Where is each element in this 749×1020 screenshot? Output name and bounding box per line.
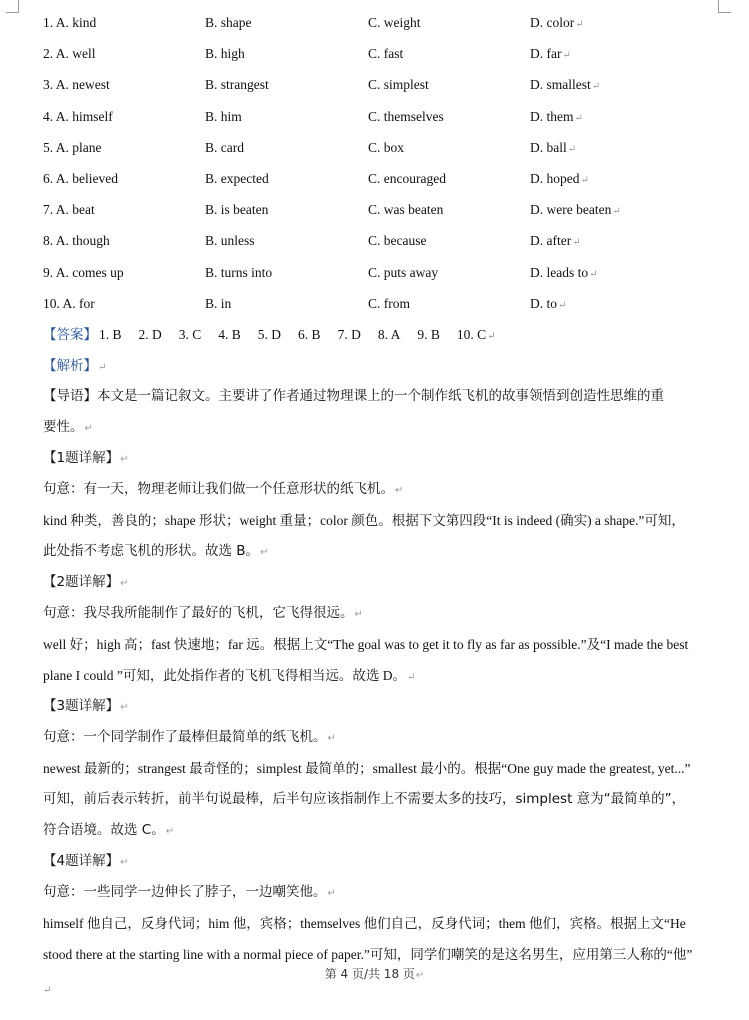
options-list — [43, 7, 723, 319]
option-a: 1. A. kind — [43, 15, 97, 30]
answer-item: 10. C — [456, 327, 487, 342]
paragraph-mark-icon: ↵ — [591, 81, 601, 93]
paragraph-mark-icon: ↵ — [558, 299, 567, 311]
option-a: 5. A. plane — [43, 139, 102, 155]
page-number-footer: 第 4 页/共 18 页 — [324, 967, 415, 981]
option-b: B. card — [205, 139, 244, 155]
explanation-line: plane I could ”可知，此处指作者的飞机飞得相当远。故选 D。 — [43, 668, 406, 683]
option-row-1 — [43, 7, 723, 38]
option-row-9 — [43, 257, 723, 288]
option-b: B. strangest — [205, 77, 269, 93]
option-a: 9. A. comes up — [43, 264, 124, 280]
paragraph-mark-icon: ↵ — [120, 578, 129, 589]
option-c: C. fast — [368, 46, 404, 62]
paragraph-mark-icon: ↵ — [120, 702, 129, 713]
option-b: B. is beaten — [205, 202, 269, 218]
answer-item: 2. D — [138, 327, 162, 342]
option-c: C. encouraged — [368, 170, 446, 186]
option-b: B. shape — [205, 15, 252, 30]
option-a: 2. A. well — [43, 46, 96, 62]
sentence-meaning: 句意：一些同学一边伸长了脖子，一边嘲笑他。 — [43, 884, 327, 900]
paragraph-mark-icon: ↵ — [575, 19, 584, 30]
paragraph-mark-icon: ↵ — [567, 143, 577, 155]
option-c: C. from — [368, 295, 410, 311]
analysis-body — [43, 350, 703, 970]
answer-row — [43, 319, 496, 350]
option-c: C. box — [368, 139, 405, 155]
question-heading: 【1题详解】 — [43, 450, 120, 466]
explanation-line: himself 他自己，反身代词；him 他，宾格；themselves 他们自己，反身代词；them 他们，宾格。根据上文“He — [43, 916, 686, 931]
option-c: C. simplest — [368, 77, 429, 93]
answer-item: 1. B — [99, 327, 122, 342]
option-b: B. in — [205, 295, 232, 311]
explanation-line: kind 种类，善良的；shape 形状；weight 重量；color 颜色。根据下文第四段“It is indeed (确实) a shape.”可知， — [43, 513, 685, 528]
answer-item: 4. B — [218, 327, 241, 342]
option-row-10 — [43, 288, 723, 319]
option-a: 7. A. beat — [43, 202, 95, 218]
paragraph-mark-icon: ↵ — [327, 888, 336, 899]
paragraph-mark-icon: ↵ — [120, 454, 129, 465]
paragraph-mark-icon: ↵ — [165, 826, 175, 837]
paragraph-mark-icon: ↵ — [354, 609, 363, 620]
explanation-line: 可知，前后表示转折，前半句说最棒，后半句应该指制作上不需要太多的技巧，simplest 意为“最简单的”， — [43, 791, 686, 807]
paragraph-mark-icon: ↵ — [580, 174, 589, 186]
explanation-line: newest 最新的；strangest 最奇怪的；simplest 最简单的；smallest 最小的。根据“One guy made the greatest, yet...” — [43, 761, 691, 776]
option-d: D. leads to — [530, 264, 589, 280]
option-b: B. expected — [205, 170, 269, 186]
paragraph-mark-icon: ↵ — [562, 50, 571, 62]
sentence-meaning: 句意：有一天，物理老师让我们做一个任意形状的纸飞机。 — [43, 481, 394, 497]
option-row-5 — [43, 132, 723, 163]
option-row-3 — [43, 69, 723, 100]
option-b: B. unless — [205, 233, 255, 249]
paragraph-mark-icon: ↵ — [487, 331, 496, 342]
intro-line: 要性。 — [43, 419, 84, 435]
explanation-line: 此处指不考虑飞机的形状。故选 B。 — [43, 543, 260, 559]
answer-item: 3. C — [178, 327, 202, 342]
option-c: C. weight — [368, 15, 421, 30]
paragraph-mark-icon: ↵ — [406, 672, 416, 683]
option-a: 3. A. newest — [43, 77, 110, 93]
option-d: D. smallest — [530, 77, 591, 93]
question-heading: 【4题详解】 — [43, 853, 120, 869]
option-row-8 — [43, 225, 723, 256]
option-b: B. high — [205, 46, 245, 62]
answer-item: 9. B — [417, 327, 440, 342]
paragraph-mark-icon: ↵ — [327, 733, 336, 744]
option-d: D. to — [530, 295, 557, 311]
intro-line: 【导语】本文是一篇记叙文。主要讲了作者通过物理课上的一个制作纸飞机的故事领悟到创造性思维的重 — [43, 388, 664, 404]
option-c: C. themselves — [368, 108, 444, 124]
option-d: D. hoped — [530, 170, 580, 186]
option-b: B. turns into — [205, 264, 273, 280]
question-heading: 【3题详解】 — [43, 698, 120, 714]
option-d: D. after — [530, 233, 572, 249]
explanation-line: well 好；high 高；fast 快速地；far 远。根据上文“The goal was to get it to fly as far as possible.”及“I made the best — [43, 637, 689, 652]
option-row-6 — [43, 163, 723, 194]
paragraph-mark-icon: ↵ — [120, 857, 129, 868]
paragraph-mark-icon: ↵ — [589, 268, 598, 280]
option-a: 8. A. though — [43, 233, 110, 249]
question-heading: 【2题详解】 — [43, 574, 120, 590]
option-d: D. far — [530, 46, 562, 62]
paragraph-mark-icon: ↵ — [43, 985, 52, 996]
option-a: 10. A. for — [43, 295, 95, 311]
option-a: 4. A. himself — [43, 108, 113, 124]
answer-item: 8. A — [377, 327, 401, 342]
option-d: D. color — [530, 15, 575, 30]
paragraph-mark-icon: ↵ — [395, 485, 404, 496]
option-c: C. was beaten — [368, 202, 444, 218]
paragraph-mark-icon: ↵ — [260, 547, 269, 558]
paragraph-mark-icon: ↵ — [98, 362, 107, 373]
option-d: D. them — [530, 108, 574, 124]
option-a: 6. A. believed — [43, 170, 118, 186]
answer-item: 7. D — [337, 327, 361, 342]
paragraph-mark-icon: ↵ — [612, 206, 621, 218]
page-corner-mark-left — [6, 0, 19, 13]
sentence-meaning: 句意：一个同学制作了最棒但最简单的纸飞机。 — [43, 729, 327, 745]
analysis-label: 【解析】 — [43, 358, 97, 374]
answer-label: 【答案】 — [43, 327, 97, 343]
option-d: D. ball — [530, 139, 567, 155]
paragraph-mark-icon: ↵ — [574, 112, 583, 124]
option-c: C. puts away — [368, 264, 439, 280]
option-b: B. him — [205, 108, 242, 124]
paragraph-mark-icon: ↵ — [84, 423, 93, 434]
option-row-4 — [43, 101, 723, 132]
explanation-line: 符合语境。故选 C。 — [43, 822, 165, 838]
paragraph-mark-icon: ↵ — [415, 970, 425, 981]
explanation-line: stood there at the starting line with a normal piece of paper.”可知，同学们嘲笑的是这名男生，应用第三人称的“他” — [43, 947, 693, 962]
option-row-7 — [43, 194, 723, 225]
option-d: D. were beaten — [530, 202, 612, 218]
answer-item: 6. B — [298, 327, 321, 342]
option-row-2 — [43, 38, 723, 69]
sentence-meaning: 句意：我尽我所能制作了最好的飞机，它飞得很远。 — [43, 605, 354, 621]
option-c: C. because — [368, 233, 427, 249]
paragraph-mark-icon: ↵ — [572, 237, 581, 249]
answer-item: 5. D — [257, 327, 282, 342]
